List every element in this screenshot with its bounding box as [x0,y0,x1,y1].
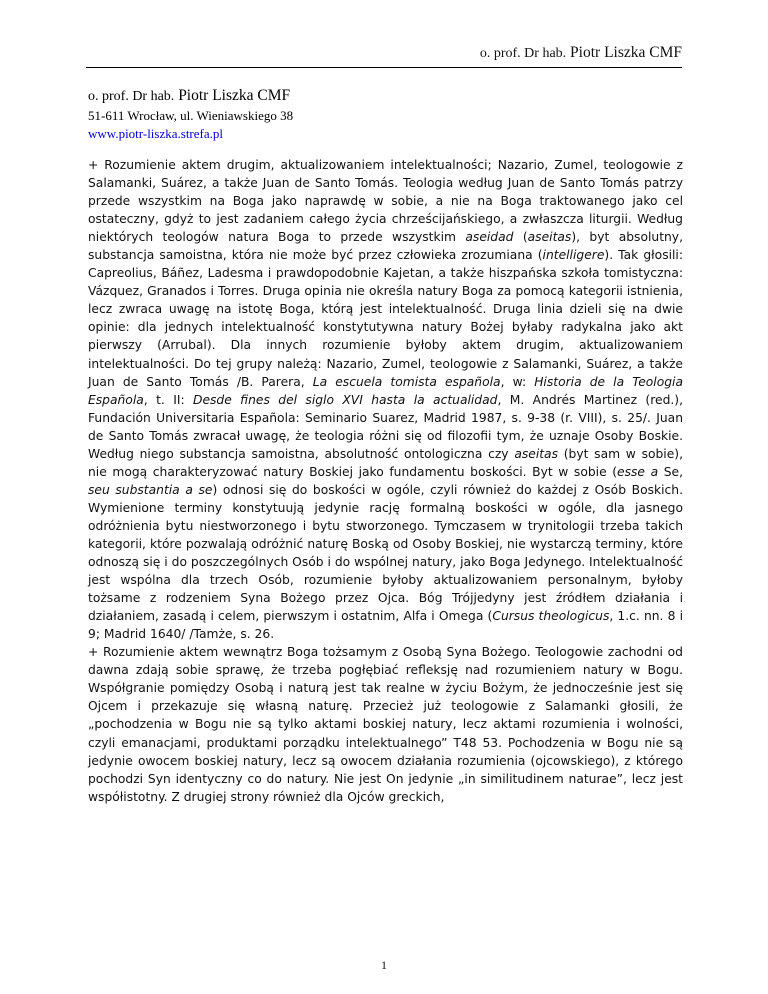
italic-term: intelligere [542,248,605,263]
paragraph-text: Se, [658,464,683,479]
italic-term: aseidad [465,230,514,245]
paragraph-text: , 1.c. nn. 8 i 9; Madrid 1640/ /Tamże, s. 26. [88,609,683,642]
italic-title: Desde fines del siglo XVI hasta la actualidad [192,392,498,407]
paragraph-text: + Rozumienie aktem drugim, aktualizowaniem intelektualności; Nazario, Zumel, teologowie z Salamanki, Suárez, a także Juan de Santo Tomás. Teologia według Juan de Santo Tomás patrzy przede wszystkim na Boga jako naprawdę w sobie, a nie na Boga traktowanego jako cel ostateczny, gdyż to jest zadaniem całego życia chrześcijańskiego, a zwłaszcza liturgii. Według niektórych teologów natura Boga to przede wszystkim [88,158,683,245]
italic-title: Cursus theologicus [492,609,610,624]
italic-title: Historia de la Teologia Española [88,374,683,407]
italic-term: esse a [617,464,659,479]
paragraph-1 [88,156,683,643]
author-line [88,86,293,107]
italic-term: aseitas [527,230,572,245]
paragraph-text: , t. II: [143,392,193,407]
italic-term: aseitas [514,446,559,461]
italic-title: La escuela tomista española [312,374,501,389]
paragraph-2: + Rozumienie aktem wewnątrz Boga tożsamym z Osobą Syna Bożego. Teologowie zachodni od dawna zdają sobie sprawę, że trzeba pogłębiać refleksję nad rozumieniem natury w Bogu. Współgranie pomiędzy Osobą i naturą jest tak realne w życiu Bożym, że jednocześnie jest się Ojcem i przekazuje się własną naturę. Przecież już teologowie z Salamanki głosili, że „pochodzenia w Bogu nie są tylko aktami boskiej natury, lecz aktami rozumienia i wolności, czyli emanacjami, produktami porządku intelektualnego” T48 53. Pochodzenia w Bogu nie są jedynie owocem boskiej natury, lecz są owocem działania rozumienia (ojcowskiego), z którego pochodzi Syn identyczny co do natury. Nie jest On jedynie „in similitudinem naturae”, lecz jest współistotny. Z drugiej strony również dla Ojców greckich, [88,645,683,804]
author-prefix: o. prof. Dr hab. [88,89,175,104]
author-address: 51-611 Wrocław, ul. Wieniawskiego 38 [88,108,294,123]
paragraph-text: , w: [500,374,535,389]
header-prefix: o. prof. Dr hab. [479,46,567,61]
header-author-name: Piotr Liszka CMF [570,44,682,61]
paragraph-text: ), byt absolutny, substancja samoistna, która nie może być przez człowieka zrozumiana ( [88,230,683,263]
paragraph-text: ). Tak głosili: Capreolius, Báñez, Ladesma i prawdopodobnie Kajetan, a także hiszpańska szkoła tomistyczna: Vázquez, Granados i Torres. Druga opinia nie określa natury Boga za pomocą kategorii istnienia, lecz zwraca uwagę na istotę Boga, którą jest intelektualność. Druga linia dzieli się na dwie opinie: dla jednych intelektualność konstytutywna natury Bożej byłaby radykalna jako akt pierwszy (Arrubal). Dla innych rozumienie byłoby aktem drugim, aktualizowaniem intelektualności. Do tej grupy należą: Nazario, Zumel, teologowie z Salamanki, Suárez, a także Juan de Santo Tomás /B. Parera, [88,248,683,389]
page-number: 1 [381,958,387,972]
author-name: Piotr Liszka CMF [178,87,291,104]
author-block [88,86,293,143]
paragraph-text: ) odnosi się do boskości w ogóle, czyli również do każdej z Osób Boskich. Wymienione terminy konstytuują jedynie rację formalną boskości w ogóle, dla jasnego odróżnienia bytu niestworzonego i bytu stworzonego. Tymczasem w trynitologii trzeba takich kategorii, które pozwalają odróżnić naturę Boską od Osoby Boskiej, nie wystarczą terminy, które odnoszą się i do poszczególnych Osób i do wspólnej natury, jako Boga Jedynego. Intelektualność jest wspólna dla trzech Osób, rozumienie byłoby aktualizowaniem personalnym, byłoby tożsame z rodzeniem Syna Bożego przez Ojca. Bóg Trójjedyny jest źródłem działania i działaniem, zasadą i celem, pierwszym i ostatnim, Alfa i Omega ( [88,482,683,624]
paragraph-text: ( [513,230,528,245]
body-text [88,156,683,806]
italic-term: seu substantia a se [88,482,213,497]
author-website-link[interactable]: www.piotr-liszka.strefa.pl [88,126,223,141]
paragraph-text: , M. Andrés Martinez (red.), Fundación Universitaria Española: Seminario Suarez, Madrid 1987, s. 9-38 (r. VIII), s. 25/. Juan de Santo Tomás zwracał uwagę, że teologia różni się od filozofii tym, że uznaje Osoby Boskie. Według niego substancja samoistna, absolutność ontologiczna czy [88,392,684,461]
header-rule [86,67,682,68]
paragraph-text: (byt sam w sobie), nie mogą charakteryzować natury Boskiej jako fundamentu boskości. Byt w sobie ( [88,446,683,479]
running-header [480,44,682,62]
